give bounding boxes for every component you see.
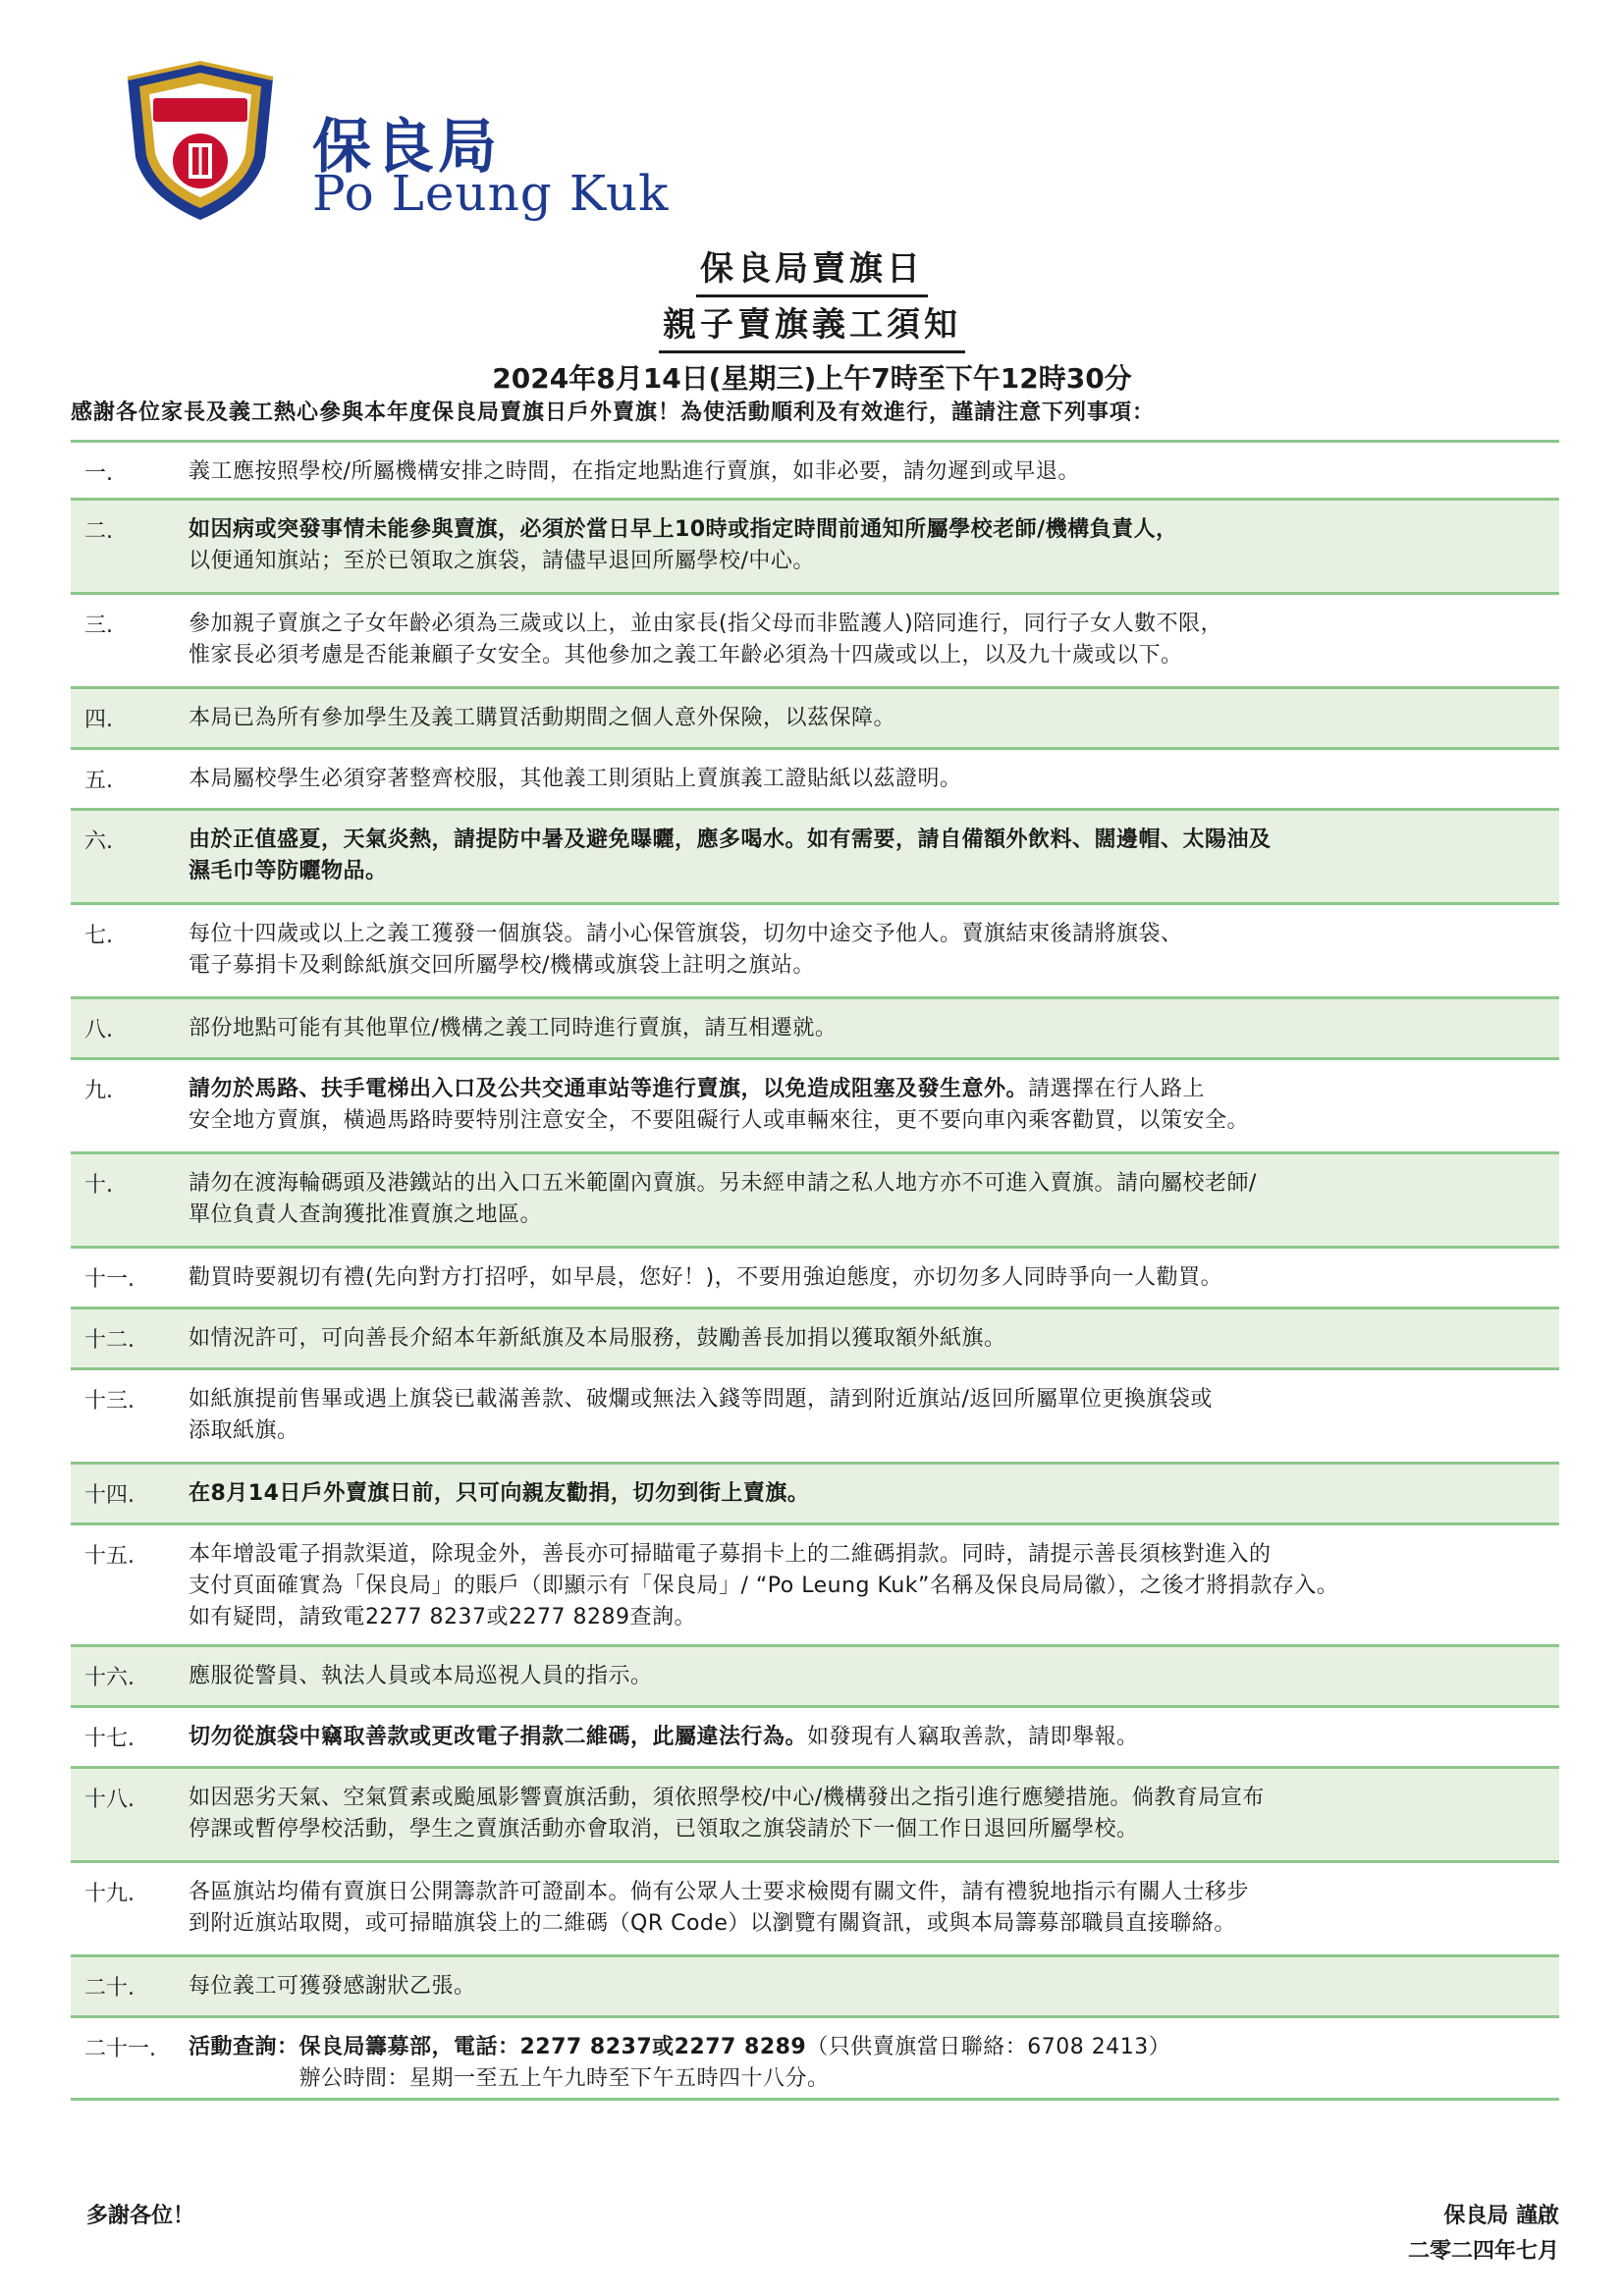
notice-item-number: 四. xyxy=(84,708,113,732)
notice-item-segment: 如紙旗提前售畢或遇上旗袋已載滿善款、破爛或無法入錢等問題，請到附近旗站/返回所屬單位更換旗袋或 xyxy=(189,1387,1213,1412)
notice-item xyxy=(71,905,1559,999)
notice-item xyxy=(71,1769,1559,1863)
notice-item-number: 十六. xyxy=(84,1666,135,1690)
notice-item-segment: 每位義工可獲發感謝狀乙張。 xyxy=(189,1974,476,1999)
notice-item-line xyxy=(189,703,1540,734)
signature-date: 二零二四年七月 xyxy=(1407,2239,1559,2264)
notice-item-line xyxy=(189,1168,1540,1200)
notice-item xyxy=(71,1370,1559,1465)
notice-item-text xyxy=(189,1384,1540,1447)
notice-item-segment: 以便通知旗站；至於已領取之旗袋，請儘早退回所屬學校/中心。 xyxy=(189,549,815,573)
notice-item xyxy=(71,1249,1559,1309)
notice-item-segment: 如情況許可，可向善長介紹本年新紙旗及本局服務，鼓勵善長加捐以獲取額外紙旗。 xyxy=(189,1326,1006,1351)
notice-item-number: 三. xyxy=(84,614,113,638)
notice-item-number: 五. xyxy=(84,769,113,793)
notice-item-segment: 安全地方賣旗，橫過馬路時要特別注意安全，不要阻礙行人或車輛來往，更不要向車內乘客勸買，以策安全。 xyxy=(189,1108,1250,1133)
notice-item-number: 十一. xyxy=(84,1267,135,1292)
notice-item xyxy=(71,1957,1559,2018)
org-name-english: Po Leung Kuk xyxy=(312,165,670,222)
notice-item-segment: 辦公時間：星期一至五上午九時至下午五時四十八分。 xyxy=(189,2066,830,2091)
notice-item-segment: 如因病或突發事情未能參與賣旗，必須於當日早上10時或指定時間前通知所屬學校老師/機構負責人， xyxy=(189,517,1178,542)
notice-item-text xyxy=(189,1783,1540,1845)
notice-item-line xyxy=(189,764,1540,795)
notice-item-text xyxy=(189,1013,1540,1044)
notice-item xyxy=(71,1708,1559,1769)
notice-item xyxy=(71,1647,1559,1708)
notice-item-line xyxy=(189,950,1540,982)
notice-item xyxy=(71,689,1559,750)
title-line-2: 親子賣旗義工須知 xyxy=(659,301,965,353)
notice-item-number: 六. xyxy=(84,829,113,854)
notice-item-number: 七. xyxy=(84,924,113,948)
notice-item-number: 二十一. xyxy=(84,2037,156,2061)
notice-item-number: 八. xyxy=(84,1018,113,1042)
notice-item-segment: 請勿在渡海輪碼頭及港鐵站的出入口五米範圍內賣旗。另未經申請之私人地方亦不可進入賣旗。請向屬校老師/ xyxy=(189,1171,1257,1196)
notice-item-segment: 義工應按照學校/所屬機構安排之時間，在指定地點進行賣旗，如非必要，請勿遲到或早退。 xyxy=(189,459,1080,484)
notice-item-segment: 切勿從旗袋中竊取善款或更改電子捐款二維碼，此屬違法行為。 xyxy=(189,1725,808,1749)
notice-item-segment: 如發現有人竊取善款，請即舉報。 xyxy=(807,1725,1139,1749)
notice-item-text xyxy=(189,825,1540,887)
notice-item xyxy=(71,811,1559,905)
notice-item-line xyxy=(189,825,1540,856)
notice-item-text xyxy=(189,1661,1540,1692)
notice-item xyxy=(71,750,1559,811)
notice-item-number: 二. xyxy=(84,519,113,544)
notice-item-text xyxy=(189,456,1540,488)
notice-item-segment: 部份地點可能有其他單位/機構之義工同時進行賣旗，請互相遷就。 xyxy=(189,1016,838,1041)
notice-item-segment: 電子募捐卡及剩餘紙旗交回所屬學校/機構或旗袋上註明之旗站。 xyxy=(189,953,815,978)
notice-item-segment: 活動查詢：保良局籌募部，電話：2277 8237或2277 8289 xyxy=(189,2035,807,2059)
notice-item-text xyxy=(189,1262,1540,1294)
notice-item-text xyxy=(189,1722,1540,1753)
notice-item-segment: 支付頁面確實為「保良局」的賬戶（即顯示有「保良局」/ “Po Leung Kuk”名稱及保良局局徽），之後才將捐款存入。 xyxy=(189,1574,1339,1598)
notice-item-segment: 添取紙旗。 xyxy=(189,1418,299,1443)
notice-item-line xyxy=(189,1415,1540,1447)
notice-item-number: 九. xyxy=(84,1079,113,1103)
notice-item xyxy=(71,1465,1559,1525)
notice-item-text xyxy=(189,1971,1540,2002)
notice-item-number: 十九. xyxy=(84,1882,135,1906)
notice-item-segment: 本局已為所有參加學生及義工購買活動期間之個人意外保險，以茲保障。 xyxy=(189,706,896,730)
notice-item-segment: 停課或暫停學校活動，學生之賣旗活動亦會取消，已領取之旗袋請於下一個工作日退回所屬學校。 xyxy=(189,1817,1139,1842)
notice-item-segment: 請勿於馬路、扶手電梯出入口及公共交通車站等進行賣旗，以免造成阻塞及發生意外。 xyxy=(189,1077,1029,1101)
notice-item-number: 十. xyxy=(84,1173,113,1198)
notice-item-segment: 勸買時要親切有禮(先向對方打招呼，如早晨，您好！)，不要用強迫態度，亦切勿多人同時爭向一人勸買。 xyxy=(189,1265,1223,1290)
notice-item-text xyxy=(189,919,1540,982)
signature-block xyxy=(1408,2199,1559,2269)
notice-item-text xyxy=(189,703,1540,734)
notice-item-line xyxy=(189,1908,1540,1940)
notice-item-segment: 請選擇在行人路上 xyxy=(1028,1077,1206,1101)
title-block xyxy=(0,245,1624,399)
notice-item-line xyxy=(189,919,1540,950)
notice-item-segment: 如因惡劣天氣、空氣質素或颱風影響賣旗活動，須依照學校/中心/機構發出之指引進行應變措施。倘教育局宣布 xyxy=(189,1786,1265,1810)
notice-item-number: 一. xyxy=(84,461,113,486)
notice-item-segment: 由於正值盛夏，天氣炎熱，請提防中暑及避免曝曬，應多喝水。如有需要，請自備額外飲料、闊邊帽、太陽油及 xyxy=(189,828,1272,852)
notice-item-text xyxy=(189,1877,1540,1940)
notice-item-number: 十四. xyxy=(84,1483,135,1508)
notice-item-text xyxy=(189,1478,1540,1510)
notice-item-text xyxy=(189,514,1540,577)
notice-item-line xyxy=(189,1877,1540,1908)
notice-item xyxy=(71,1309,1559,1370)
notice-item-segment: （只供賣旗當日聯絡：6708 2413） xyxy=(806,2035,1171,2059)
notice-item-segment: 參加親子賣旗之子女年齡必須為三歲或以上，並由家長(指父母而非監護人)陪同進行，同行子女人數不限， xyxy=(189,612,1223,636)
notice-item-segment: 應服從警員、執法人員或本局巡視人員的指示。 xyxy=(189,1664,653,1688)
notice-item-segment: 單位負責人查詢獲批准賣旗之地區。 xyxy=(189,1202,543,1227)
notice-item-segment: 在8月14日戶外賣旗日前，只可向親友勸捐，切勿到街上賣旗。 xyxy=(189,1481,810,1506)
notice-item-number: 十八. xyxy=(84,1788,135,1812)
notice-item-line xyxy=(189,1200,1540,1231)
notice-item-segment: 如有疑問，請致電2277 8237或2277 8289查詢。 xyxy=(189,1605,696,1629)
notice-item-number: 十七. xyxy=(84,1727,135,1751)
org-name-chinese: 保良局 xyxy=(312,113,501,182)
notice-item-line xyxy=(189,1571,1540,1602)
intro-text: 感謝各位家長及義工熱心參與本年度保良局賣旗日戶外賣旗！為使活動順利及有效進行，謹請注意下列事項： xyxy=(71,400,1156,425)
notice-item-line xyxy=(189,1814,1540,1845)
notice-list xyxy=(71,440,1559,2101)
notice-item-segment: 惟家長必須考慮是否能兼顧子女安全。其他參加之義工年齡必須為十四歲或以上，以及九十歲或以下。 xyxy=(189,643,1183,667)
notice-item-segment: 本局屬校學生必須穿著整齊校服，其他義工則須貼上賣旗義工證貼紙以茲證明。 xyxy=(189,767,962,791)
notice-item xyxy=(71,501,1559,595)
notice-item-segment: 各區旗站均備有賣旗日公開籌款許可證副本。倘有公眾人士要求檢閱有關文件，請有禮貌地指示有關人士移步 xyxy=(189,1880,1250,1904)
notice-item xyxy=(71,1154,1559,1249)
notice-item-line xyxy=(189,1105,1540,1137)
notice-item-line xyxy=(189,856,1540,887)
notice-item xyxy=(71,999,1559,1060)
notice-item-line xyxy=(189,1722,1540,1753)
notice-item-segment: 濕毛巾等防曬物品。 xyxy=(189,859,388,883)
notice-item-text xyxy=(189,764,1540,795)
notice-item-text xyxy=(189,1323,1540,1355)
notice-item-text xyxy=(189,1074,1540,1137)
notice-item-line xyxy=(189,1262,1540,1294)
notice-item-number: 二十. xyxy=(84,1976,135,2001)
notice-item-line xyxy=(189,1013,1540,1044)
notice-item-line xyxy=(189,1539,1540,1571)
notice-item xyxy=(71,1060,1559,1154)
notice-item-number: 十二. xyxy=(84,1328,135,1353)
notice-item-line xyxy=(189,1971,1540,2002)
notice-item-text xyxy=(189,1539,1540,1633)
notice-item-number: 十三. xyxy=(84,1389,135,1414)
notice-item-text xyxy=(189,1168,1540,1231)
notice-item xyxy=(71,1863,1559,1957)
notice-item-line xyxy=(189,546,1540,577)
notice-item-number: 十五. xyxy=(84,1544,135,1569)
notice-item-text xyxy=(189,609,1540,671)
notice-item-line xyxy=(189,1783,1540,1814)
notice-item-line xyxy=(189,1074,1540,1105)
notice-item-line xyxy=(189,2063,1540,2095)
notice-item-line xyxy=(189,1661,1540,1692)
logo xyxy=(118,59,668,226)
notice-item-line xyxy=(189,609,1540,640)
notice-item xyxy=(71,595,1559,689)
notice-item-segment: 到附近旗站取閱，或可掃瞄旗袋上的二維碼（QR Code）以瀏覽有關資訊，或與本局籌募部職員直接聯絡。 xyxy=(189,1911,1236,1936)
notice-item-segment: 本年增設電子捐款渠道，除現金外，善長亦可掃瞄電子募捐卡上的二維碼捐款。同時，請提示善長須核對進入的 xyxy=(189,1542,1272,1567)
notice-item-line xyxy=(189,514,1540,546)
notice-item-line xyxy=(189,1384,1540,1415)
notice-item-line xyxy=(189,640,1540,671)
event-date: 2024年8月14日(星期三)上午7時至下午12時30分 xyxy=(492,362,1132,395)
notice-item xyxy=(71,1525,1559,1647)
title-line-1: 保良局賣旗日 xyxy=(696,245,928,297)
notice-item-line xyxy=(189,1323,1540,1355)
notice-item-line xyxy=(189,456,1540,488)
thanks-text: 多謝各位！ xyxy=(86,2204,195,2228)
notice-item-segment: 每位十四歲或以上之義工獲發一個旗袋。請小心保管旗袋，切勿中途交予他人。賣旗結束後請將旗袋、 xyxy=(189,922,1183,946)
po-leung-kuk-crest-icon xyxy=(118,59,283,224)
notice-item-line xyxy=(189,1478,1540,1510)
notice-item-line xyxy=(189,2032,1540,2063)
notice-item-text xyxy=(189,2032,1540,2095)
signature-org: 保良局 謹啟 xyxy=(1443,2204,1559,2228)
notice-item-line xyxy=(189,1602,1540,1633)
notice-item xyxy=(71,2018,1559,2101)
notice-item xyxy=(71,440,1559,501)
